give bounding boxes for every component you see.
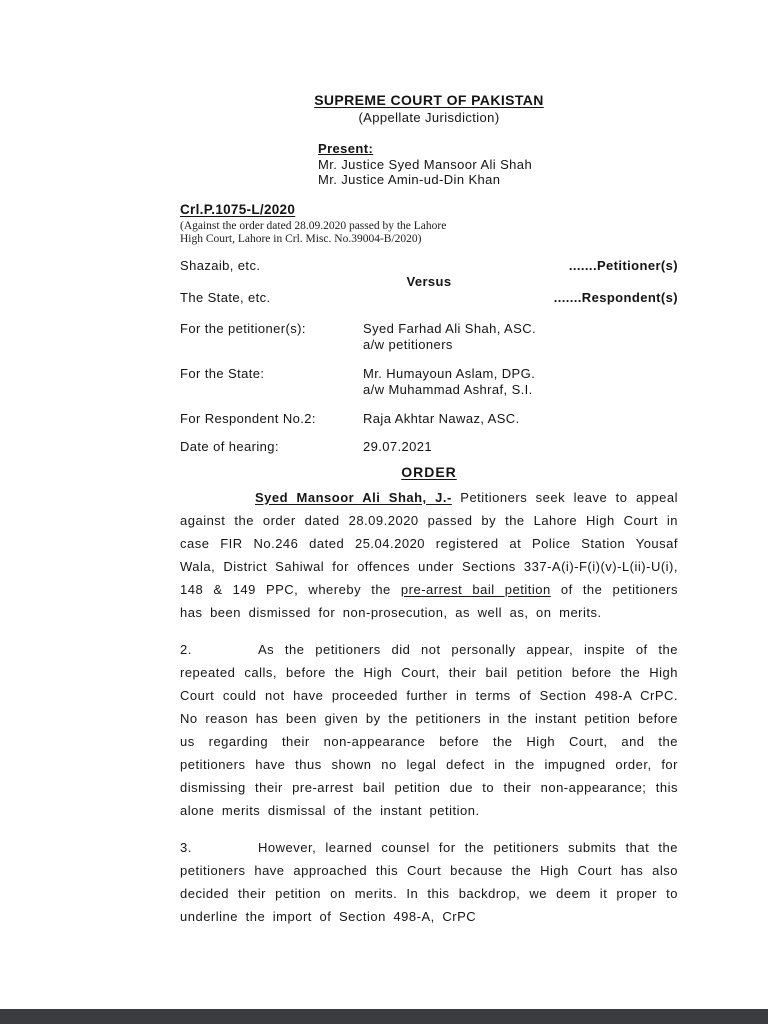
against-order-line-2: High Court, Lahore in Crl. Misc. No.39004-B/2020): [180, 232, 422, 245]
order-paragraph-3: [180, 836, 678, 928]
respondent-name: The State, etc.: [180, 289, 271, 305]
case-number-text: Crl.P.1075-L/2020: [180, 201, 296, 217]
order-heading: [180, 464, 678, 481]
case-number: [180, 202, 678, 217]
counsel-name: Syed Farhad Ali Shah, ASC.: [363, 320, 536, 336]
judge-name-1: Mr. Justice Syed Mansoor Ali Shah: [318, 156, 533, 172]
appearance-value: [363, 321, 678, 354]
versus-label: Versus: [406, 273, 452, 289]
counsel-name: Raja Akhtar Nawaz, ASC.: [363, 410, 520, 426]
respondent-label: .......Respondent(s): [553, 289, 678, 305]
order-paragraph-1: [180, 486, 678, 624]
petitioner-name: Shazaib, etc.: [180, 257, 261, 273]
respondent-row: [180, 290, 678, 305]
appearance-row-petitioner: [180, 321, 678, 354]
counsel-name: Mr. Humayoun Aslam, DPG.: [363, 365, 536, 381]
petitioner-label: .......Petitioner(s): [568, 257, 678, 273]
counsel-extra: a/w Muhammad Ashraf, S.I.: [363, 382, 533, 397]
hearing-date: 29.07.2021: [363, 439, 433, 454]
against-order-note: [180, 220, 678, 246]
appearance-value: [363, 411, 678, 428]
appearance-label: Date of hearing:: [180, 439, 279, 454]
paragraph-text: of the petitioners has been dismissed for non-prosecution, as well as, on merits.: [180, 581, 678, 620]
appearance-label: For the State:: [180, 365, 265, 381]
paragraph-number: 2.: [180, 641, 192, 657]
present-block: [318, 141, 678, 188]
appearances-section: [180, 321, 678, 456]
appearance-row-state: [180, 366, 678, 399]
present-label: Present:: [318, 141, 374, 156]
paragraph-number: 3.: [180, 839, 192, 855]
judge-name-2: Mr. Justice Amin-ud-Din Khan: [318, 172, 501, 187]
order-heading-text: ORDER: [401, 463, 457, 480]
counsel-extra: a/w petitioners: [363, 337, 453, 352]
petitioner-row: [180, 258, 678, 273]
appearance-value: [363, 439, 678, 456]
paragraph-text: However, learned counsel for the petitioners submits that the petitioners have approached this Court because the High Court has also decided their petition on merits. In this backdrop, we deem it proper to underline the import of Section 498-A, CrPC: [180, 839, 678, 924]
paragraph-text: As the petitioners did not personally appear, inspite of the repeated calls, before the High Court, their bail petition before the High Court could not have proceeded further in terms of Section 498-A CrPC. No reason has been given by the petitioners in the instant petition before us regarding their non-appearance before the High Court, and the petitioners have thus shown no legal defect in the impugned order, for dismissing their pre-arrest bail petition due to their non-appearance; this alone merits dismissal of the instant petition.: [180, 641, 678, 818]
court-title: [180, 92, 678, 108]
appearance-label: For Respondent No.2:: [180, 410, 316, 426]
author-judge-lead: Syed Mansoor Ali Shah, J.-: [255, 489, 452, 505]
jurisdiction-subtitle: (Appellate Jurisdiction): [358, 110, 500, 125]
against-order-line-1: (Against the order dated 28.09.2020 passed by the Lahore: [180, 219, 447, 232]
paragraph-text: Petitioners seek leave to appeal against the order dated 28.09.2020 passed by the Lahore High Court in case FIR No.246 dated 25.04.2020 registered at Police Station Yousaf Wala, District Sahiwal for offences under Sections 337-A(i)-F(i)(v)-L(ii)-U(i), 148 & 149 PPC, whereby the: [180, 489, 678, 597]
appearance-value: [363, 366, 678, 399]
appearance-row-respondent2: [180, 411, 678, 428]
viewer-footer-bar: [0, 1009, 768, 1024]
appearance-row-hearing-date: [180, 439, 678, 456]
appearance-label: For the petitioner(s):: [180, 320, 306, 336]
underlined-phrase: pre-arrest bail petition: [400, 581, 551, 597]
order-paragraph-2: [180, 638, 678, 822]
court-title-text: SUPREME COURT OF PAKISTAN: [314, 92, 544, 108]
